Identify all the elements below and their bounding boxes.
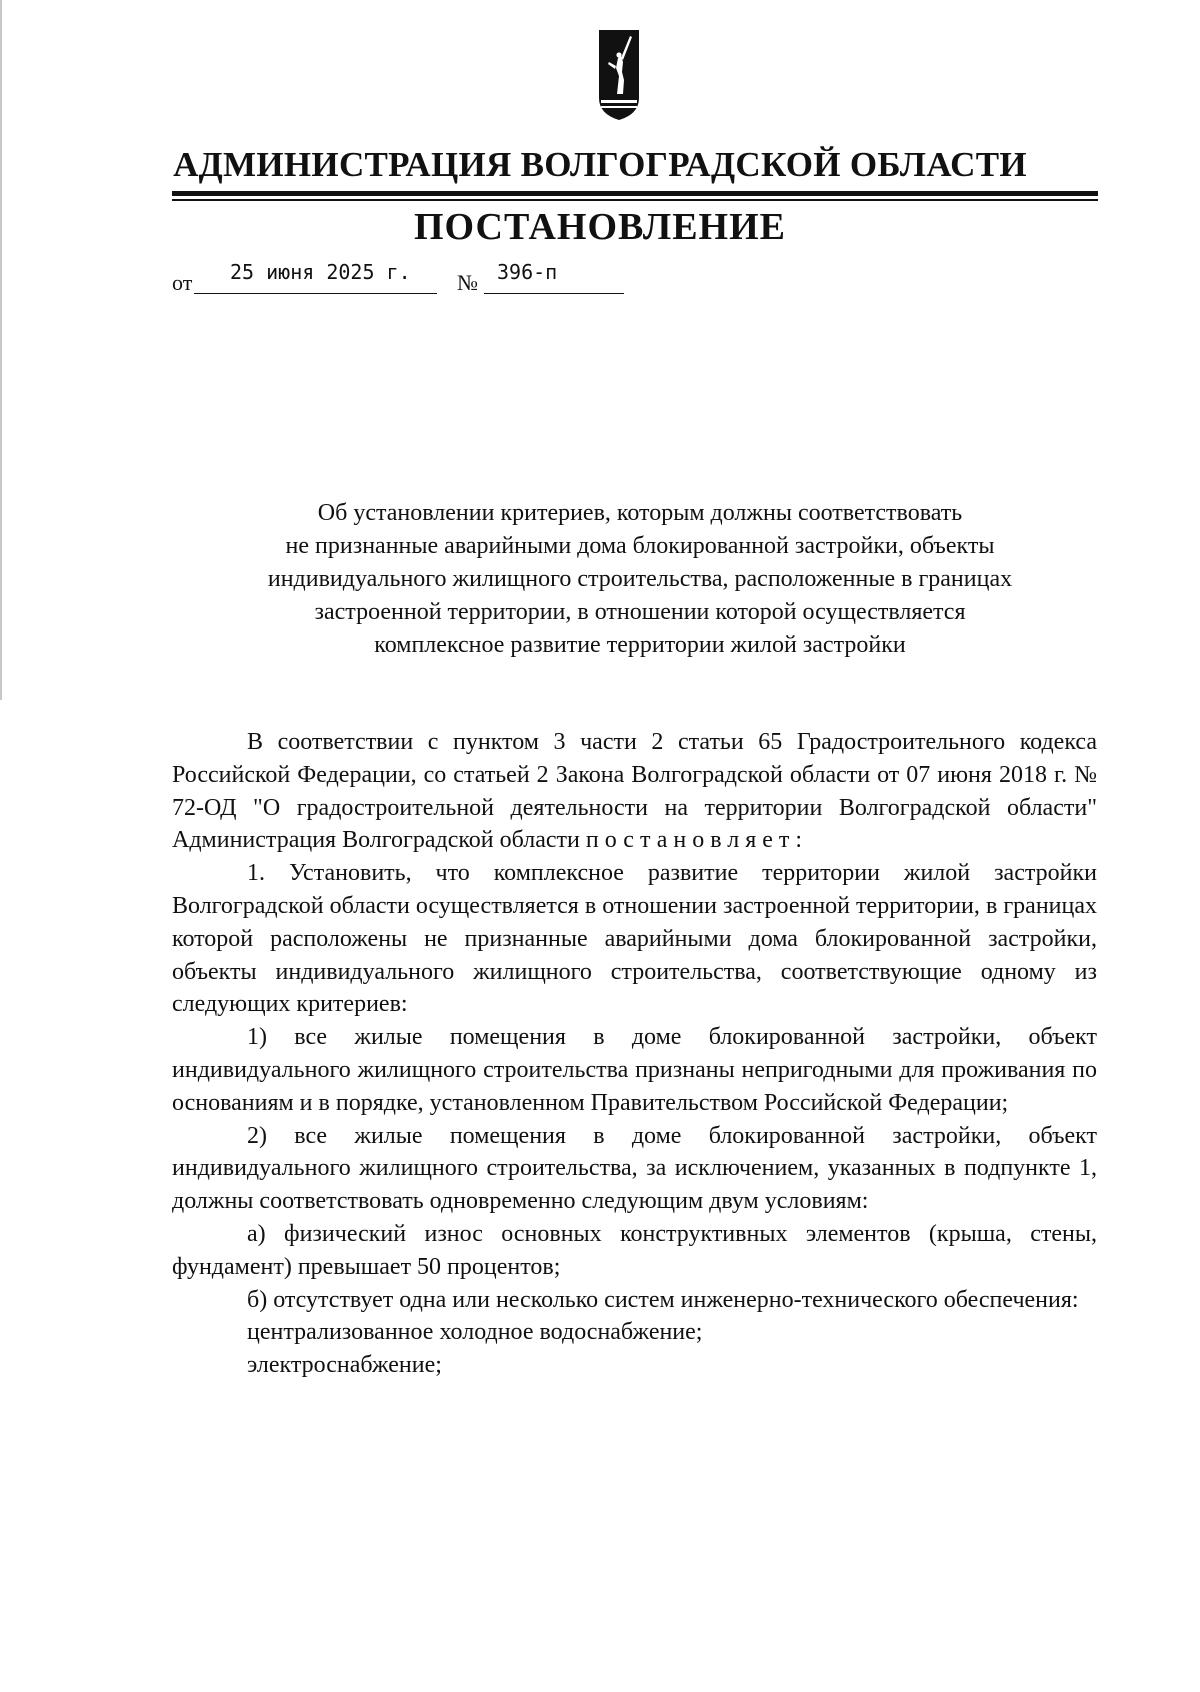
header-rule-thick xyxy=(172,191,1098,196)
document-date: 25 июня 2025 г. xyxy=(230,260,411,284)
header-rule-thin xyxy=(172,199,1098,201)
document-type-title: ПОСТАНОВЛЕНИЕ xyxy=(413,206,787,248)
document-meta xyxy=(172,258,632,298)
volgograd-coat-of-arms-icon xyxy=(597,28,641,122)
subject-line: застроенной территории, в отношении которой осуществляется xyxy=(314,599,966,625)
number-label: № xyxy=(457,270,478,295)
subject-line: не признанные аварийными дома блокированной застройки, объекты xyxy=(285,533,995,559)
clause-1-2: 2) все жилые помещения в доме блокированной застройки, объект индивидуального жилищного строительства, за исключением, указанных в подпункте 1, должны соответствовать одновременно следующим двум условиям: xyxy=(172,1122,1097,1215)
system-item: централизованное холодное водоснабжение; xyxy=(247,1319,703,1346)
clause-1-1: 1) все жилые помещения в доме блокированной застройки, объект индивидуального жилищного строительства признаны непригодными для проживания по основаниям и в порядке, установленном Правительством Российской Федерации; xyxy=(172,1024,1097,1116)
number-underline xyxy=(484,293,624,294)
date-label: от xyxy=(172,270,193,295)
preamble-paragraph xyxy=(172,726,1097,857)
preamble-text: В соответствии с пунктом 3 части 2 статьи 65 Градостроительного кодекса Российской Федерации, со статьей 2 Закона Волгоградской области от 07 июня 2018 г. № 72-ОД "О градостроительной деятельности на территории Волгоградской области" Администрация Волгоградской области xyxy=(172,729,1097,854)
clause-1-2-a: а) физический износ основных конструктивных элементов (крыша, стены, фундамент) превышает 50 процентов; xyxy=(172,1220,1097,1280)
clause-1: 1. Установить, что комплексное развитие территории жилой застройки Волгоградской области осуществляется в отношении застроенной территории, в границах которой расположены не признанные аварийными дома блокированной застройки, объекты индивидуального жилищного строительства, соответствующие одному из следующих критериев: xyxy=(172,860,1097,1018)
document-subject xyxy=(160,497,1120,662)
organization-title: АДМИНИСТРАЦИЯ ВОЛГОГРАДСКОЙ ОБЛАСТИ xyxy=(173,145,1027,184)
clause-1-2-b: б) отсутствует одна или несколько систем инженерно-технического обеспечения: xyxy=(247,1286,1079,1313)
scan-edge-line xyxy=(0,0,2,700)
subject-line: Об установлении критериев, которым должны соответствовать xyxy=(317,500,963,526)
document-number: 396-п xyxy=(497,260,558,284)
decree-word: постановляет: xyxy=(585,827,809,854)
date-underline xyxy=(194,293,437,294)
subject-line: индивидуального жилищного строительства, расположенные в границах xyxy=(267,566,1013,592)
system-item: электроснабжение; xyxy=(247,1352,442,1379)
document-body xyxy=(172,726,1097,1382)
subject-line: комплексное развитие территории жилой застройки xyxy=(374,632,906,658)
